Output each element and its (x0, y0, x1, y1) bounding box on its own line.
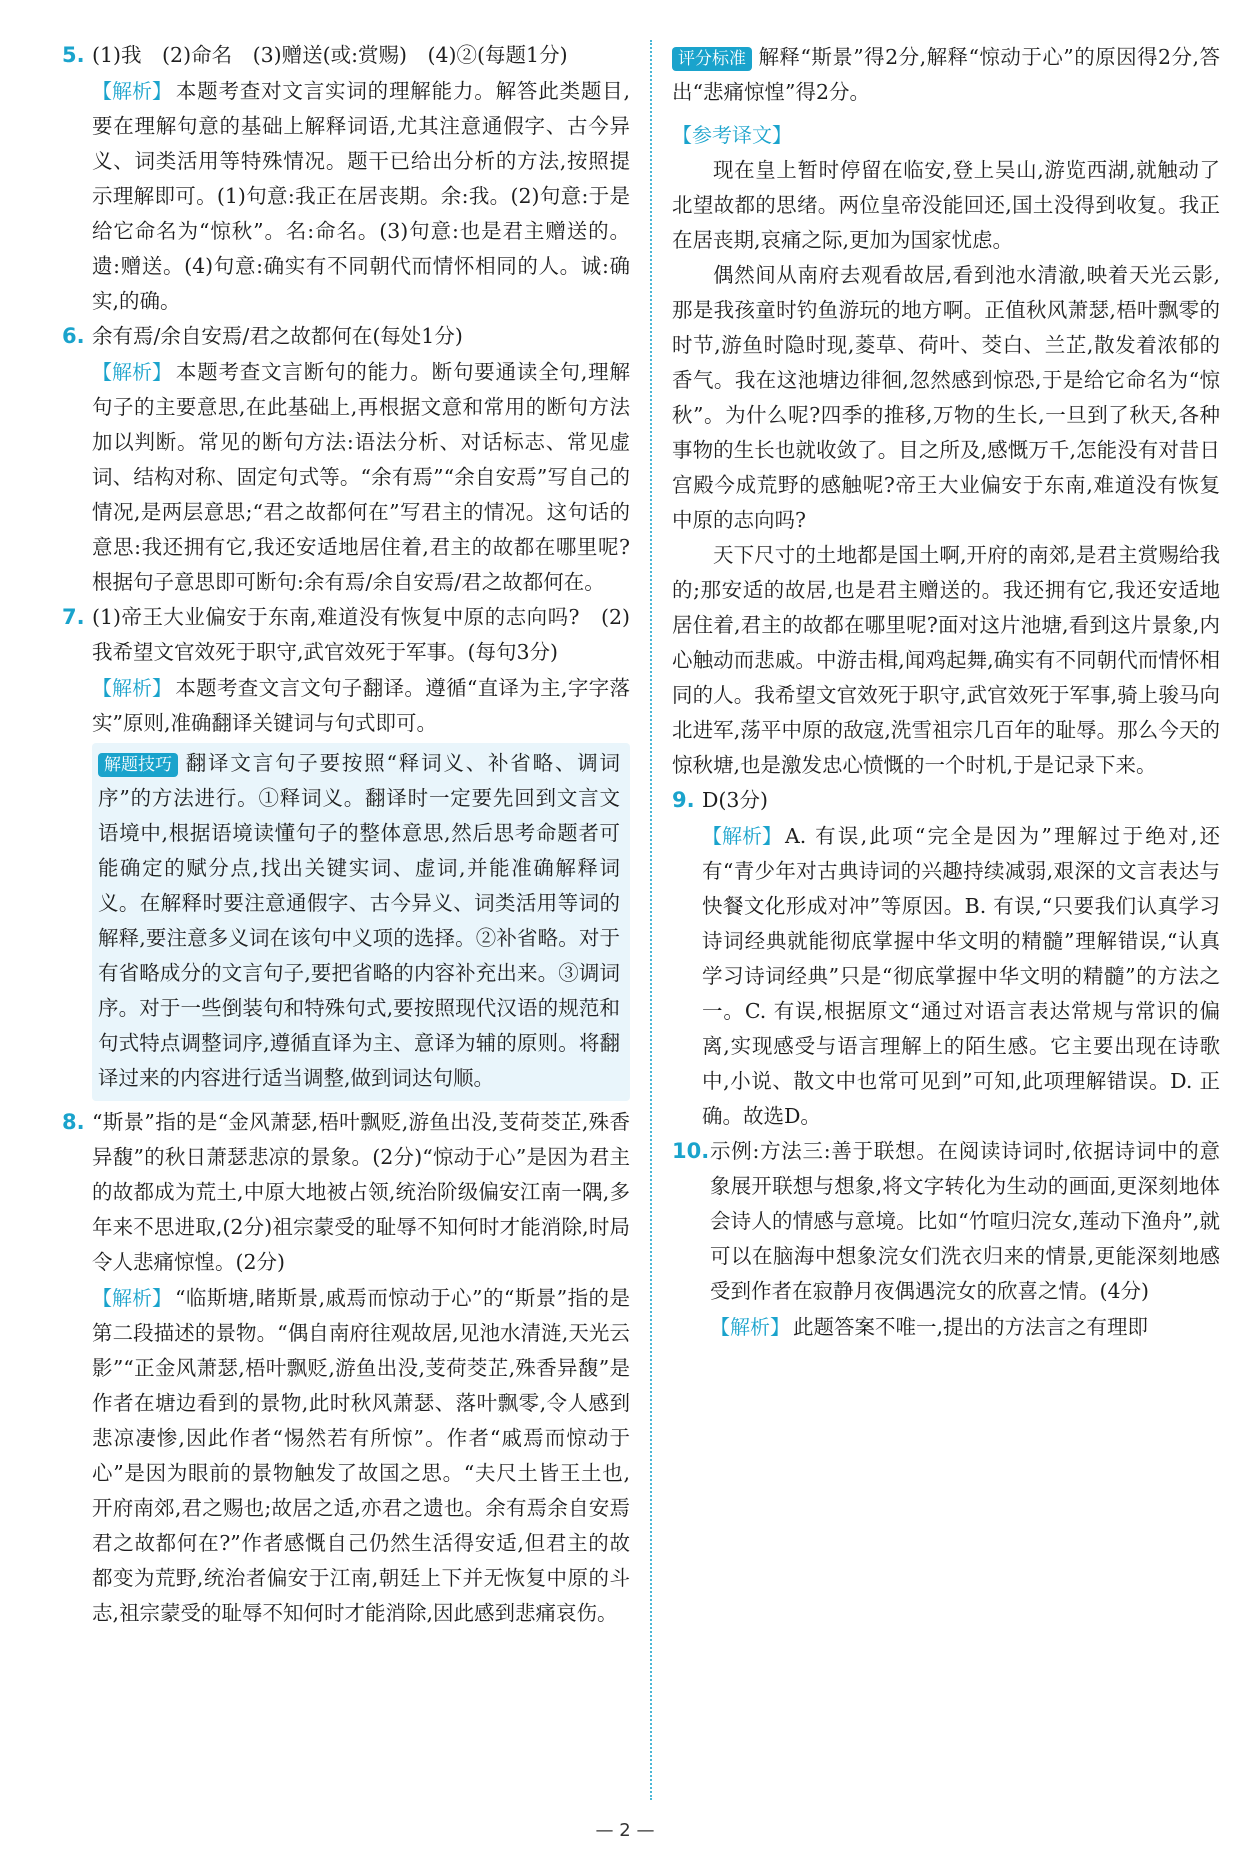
question-number: 7. (62, 605, 85, 629)
question-5 (62, 38, 630, 319)
analysis-block (92, 1281, 630, 1631)
translation-paragraph: 天下尺寸的土地都是国土啊,开府的南郊,是君主赏赐给我的;那安适的故居,也是君主赠送的。我还拥有它,我还安适地居住着,君主的故都在哪里呢?面对这片池塘,看到这片景象,内心触动而悲戚。中游击楫,闻鸡起舞,确实有不同朝代而情怀相同的人。我希望文官效死于职守,武官效死于军事,骑上骏马向北进军,荡平中原的敌寇,洗雪祖宗几百年的耻辱。那么今天的惊秋塘,也是激发忠心愤慨的一个时机,于是记录下来。 (672, 543, 1220, 777)
tip-text: 翻译文言句子要按照“释词义、补省略、调词序”的方法进行。①释词义。翻译时一定要先回到文言文语境中,根据语境读懂句子的整体意思,然后思考命题者可能确定的赋分点,找出关键实词、虚词,并能准确解释词义。在解释时要注意通假字、古今异义、词类活用等词的解释,要注意多义词在该句中义项的选择。②补省略。对于有省略成分的文言句子,要把省略的内容补充出来。③调词序。对于一些倒装句和特殊句式,要按照现代汉语的规范和句式特点调整词序,遵循直译为主、意译为辅的原则。将翻译过来的内容进行适当调整,做到词达句顺。 (98, 751, 620, 1090)
analysis-text: “临斯塘,睹斯景,戚焉而惊动于心”的“斯景”指的是第二段描述的景物。“偶自南府往观故居,见池水清涟,天光云影”“正金风萧瑟,梧叶飘贬,游鱼出没,芰荷茭芷,殊香异馥”是作者在塘边看到的景物,此时秋风萧瑟、落叶飘零,令人感到悲凉凄惨,因此作者“惕然若有所惊”。作者“戚焉而惊动于心”是因为眼前的景物触发了故国之思。“夫尺土皆王土也,开府南郊,君之赐也;故居之适,亦君之遗也。余有焉余自安焉君之故都何在?”作者感慨自己仍然生活得安适,但君主的故都变为荒野,统治者偏安于江南,朝廷上下并无恢复中原的斗志,祖宗蒙受的耻辱不知何时才能消除,因此感到悲痛哀伤。 (92, 1286, 630, 1625)
question-number: 10. (672, 1139, 710, 1163)
analysis-tag: 【解析】 (710, 1315, 790, 1339)
analysis-tag: 【解析】 (92, 79, 172, 103)
analysis-tag: 【解析】 (702, 824, 782, 848)
analysis-text: 本题考查文言断句的能力。断句要通读全句,理解句子的主要意思,在此基础上,再根据文意和常用的断句方法加以判断。常见的断句方法:语法分析、对话标志、常见虚词、结构对称、固定句式等。“余有焉”“余自安焉”写自己的情况,是两层意思;“君之故都何在”写君主的情况。这句话的意思:我还拥有它,我还安适地居住着,君主的故都在哪里呢?根据句子意思即可断句:余有焉/余自安焉/君之故都何在。 (92, 360, 630, 594)
score-badge: 评分标准 (672, 47, 752, 71)
page-number: — 2 — (595, 1820, 655, 1841)
analysis-tag: 【解析】 (92, 360, 172, 384)
question-8 (62, 1105, 630, 1631)
tip-box (92, 743, 630, 1101)
tip-block (98, 746, 620, 1096)
analysis-block (92, 671, 630, 741)
question-number: 5. (62, 43, 85, 67)
answer-text: 示例:方法三:善于联想。在阅读诗词时,依据诗词中的意象展开联想与想象,将文字转化为生动的画面,更深刻地体会诗人的情感与意境。比如“竹喧归浣女,莲动下渔舟”,就可以在脑海中想象浣女们洗衣归来的情景,更能深刻地感受到作者在寂静月夜偶遇浣女的欣喜之情。(4分) (710, 1139, 1220, 1303)
analysis-block (92, 355, 630, 600)
question-number: 6. (62, 324, 85, 348)
translation-heading: 【参考译文】 (672, 123, 792, 147)
left-column (62, 38, 630, 1631)
answer-text: D(3分) (702, 788, 768, 812)
analysis-tag: 【解析】 (92, 676, 172, 700)
right-column (672, 38, 1220, 1345)
question-9 (672, 783, 1220, 1134)
question-6 (62, 319, 630, 600)
answer-text: (1)帝王大业偏安于东南,难道没有恢复中原的志向吗? (2)我希望文官效死于职守,武官效死于军事。(每句3分) (92, 605, 630, 664)
analysis-block (702, 819, 1220, 1134)
translation-paragraph: 现在皇上暂时停留在临安,登上吴山,游览西湖,就触动了北望故都的思绪。两位皇帝没能回还,国土没得到收复。我正在居丧期,哀痛之际,更加为国家忧虑。 (672, 158, 1220, 252)
question-number: 8. (62, 1110, 85, 1134)
score-criteria (672, 40, 1220, 110)
tip-badge: 解题技巧 (98, 753, 178, 777)
question-number: 9. (672, 788, 695, 812)
question-7 (62, 600, 630, 1101)
answer-text: “斯景”指的是“金风萧瑟,梧叶飘贬,游鱼出没,芰荷茭芷,殊香异馥”的秋日萧瑟悲凉的景象。(2分)“惊动于心”是因为君主的故都成为荒土,中原大地被占领,统治阶级偏安江南一隅,多年来不思进取,(2分)祖宗蒙受的耻辱不知何时才能消除,时局令人悲痛惊惶。(2分) (92, 1110, 630, 1274)
analysis-tag: 【解析】 (92, 1286, 172, 1310)
analysis-text: 此题答案不唯一,提出的方法言之有理即 (793, 1315, 1149, 1339)
column-divider (650, 40, 652, 1800)
analysis-text: A. 有误,此项“完全是因为”理解过于绝对,还有“青少年对古典诗词的兴趣持续减弱,艰深的文言表达与快餐文化形成对冲”等原因。B. 有误,“只要我们认真学习诗词经典就能彻底掌握中华文明的精髓”理解错误,“认真学习诗词经典”只是“彻底掌握中华文明的精髓”的方法之一。C. 有误,根据原文“通过对语言表达常规与常识的偏离,实现感受与语言理解上的陌生感。它主要出现在诗歌中,小说、散文中也常可见到”可知,此项理解错误。D. 正确。故选D。 (702, 824, 1220, 1128)
answer-text: (1)我 (2)命名 (3)赠送(或:赏赐) (4)②(每题1分) (92, 43, 568, 67)
analysis-text: 本题考查对文言实词的理解能力。解答此类题目,要在理解句意的基础上解释词语,尤其注意通假字、古今异义、词类活用等特殊情况。题干已给出分析的方法,按照提示理解即可。(1)句意:我正在居丧期。余:我。(2)句意:于是给它命名为“惊秋”。名:命名。(3)句意:也是君主赠送的。遗:赠送。(4)句意:确实有不同朝代而情怀相同的人。诚:确实,的确。 (92, 79, 630, 313)
analysis-text: 本题考查文言文句子翻译。遵循“直译为主,字字落实”原则,准确翻译关键词与句式即可。 (92, 676, 630, 735)
answer-text: 余有焉/余自安焉/君之故都何在(每处1分) (92, 324, 463, 348)
analysis-block (710, 1310, 1220, 1345)
translation-paragraph: 偶然间从南府去观看故居,看到池水清澈,映着天光云影,那是我孩童时钓鱼游玩的地方啊。正值秋风萧瑟,梧叶飘零的时节,游鱼时隐时现,菱草、荷叶、茭白、兰芷,散发着浓郁的香气。我在这池塘边徘徊,忽然感到惊恐,于是给它命名为“惊秋”。为什么呢?四季的推移,万物的生长,一旦到了秋天,各种事物的生长也就收敛了。目之所及,感慨万千,怎能没有对昔日宫殿今成荒野的感触呢?帝王大业偏安于东南,难道没有恢复中原的志向吗? (672, 263, 1220, 532)
question-10 (672, 1134, 1220, 1345)
score-text: 解释“斯景”得2分,解释“惊动于心”的原因得2分,答出“悲痛惊惶”得2分。 (672, 45, 1220, 104)
analysis-block (92, 74, 630, 319)
